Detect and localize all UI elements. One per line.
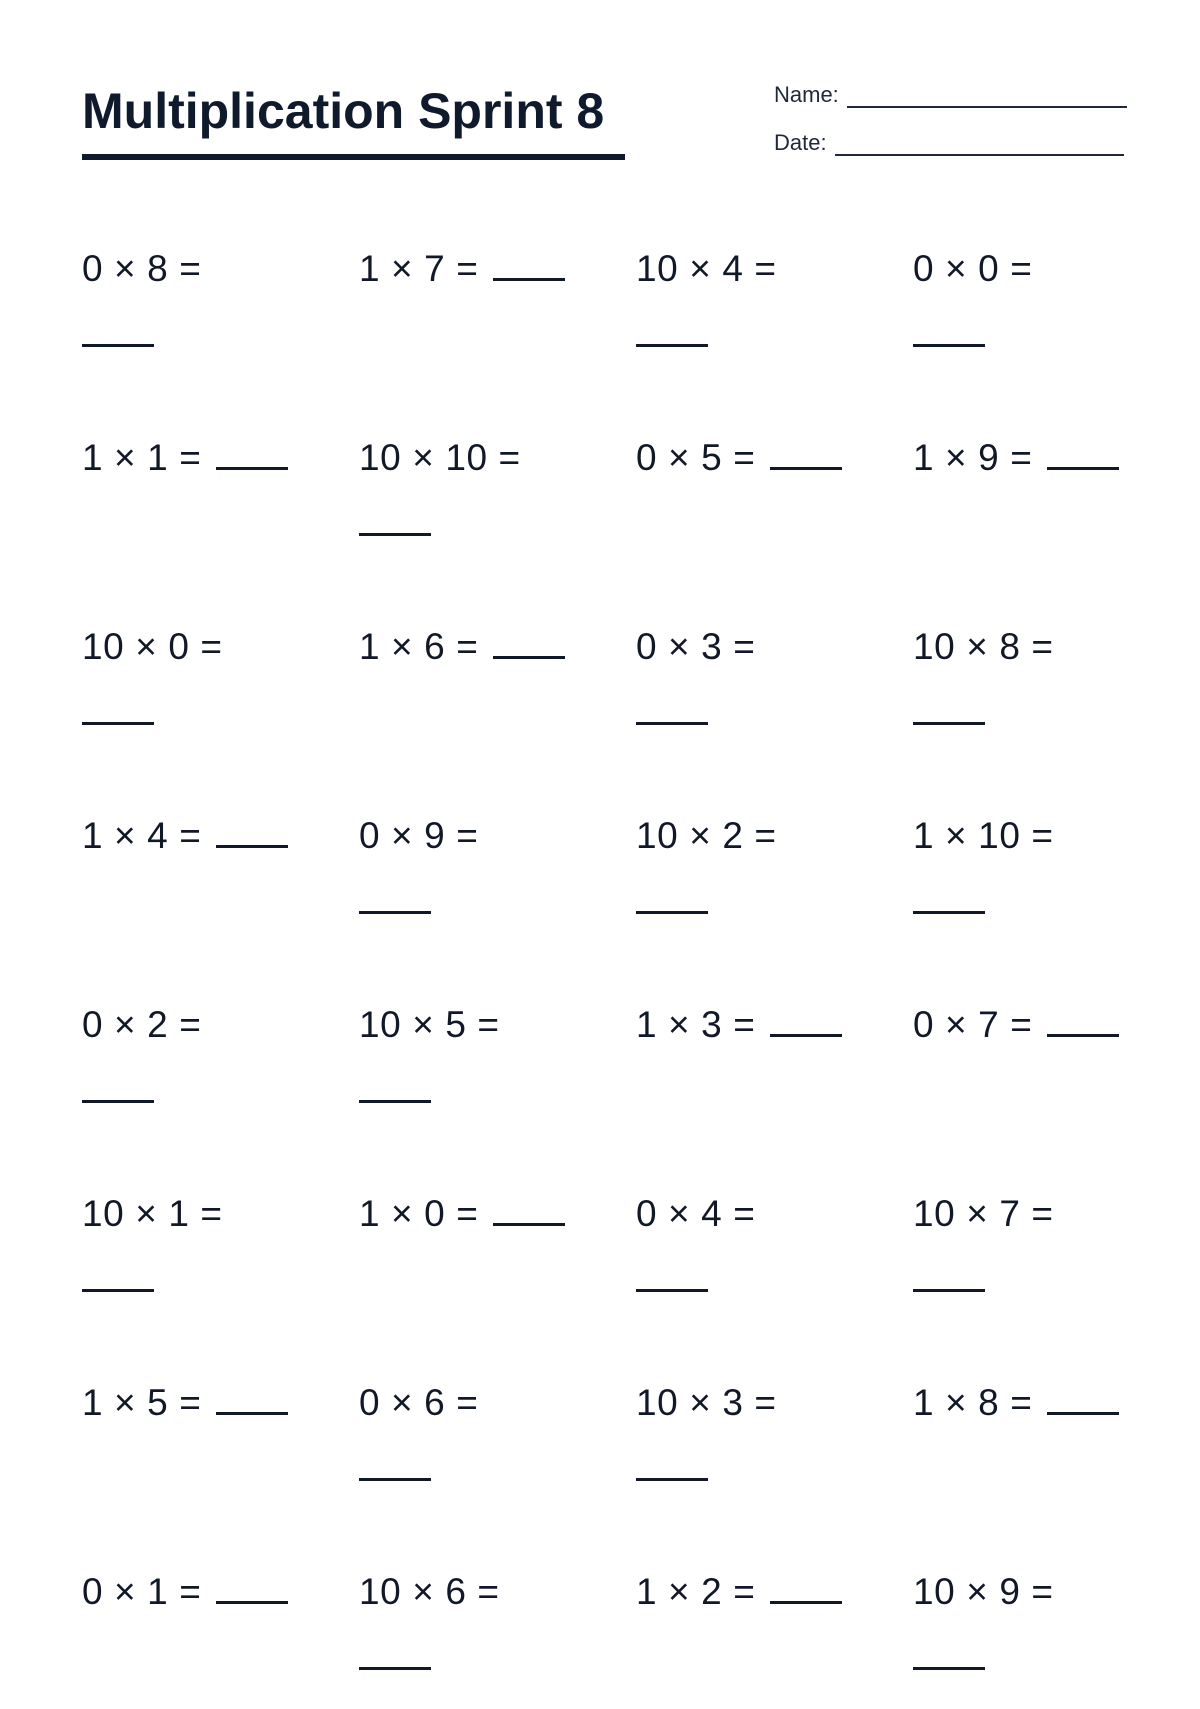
answer-blank[interactable] xyxy=(770,1006,842,1037)
answer-blank[interactable] xyxy=(770,1573,842,1604)
problem-expression: 1 × 10 = xyxy=(913,815,1054,856)
problem-item xyxy=(82,1370,347,1520)
problem-item xyxy=(359,614,624,764)
date-answer-line[interactable] xyxy=(835,134,1124,156)
problem-item xyxy=(913,1559,1178,1709)
problem-expression: 10 × 2 = xyxy=(636,815,777,856)
problem-item xyxy=(82,1181,347,1331)
problem-item xyxy=(82,992,347,1142)
problem-item xyxy=(913,992,1178,1142)
problem-item xyxy=(82,425,347,575)
problem-item xyxy=(913,425,1178,575)
problem-item xyxy=(636,1559,901,1709)
answer-blank[interactable] xyxy=(636,1261,708,1292)
problem-item xyxy=(636,992,901,1142)
answer-blank[interactable] xyxy=(359,883,431,914)
problem-expression: 0 × 8 = xyxy=(82,248,202,289)
problem-item xyxy=(636,614,901,764)
answer-blank[interactable] xyxy=(359,1450,431,1481)
problem-expression: 10 × 7 = xyxy=(913,1193,1054,1234)
problem-item xyxy=(913,803,1178,953)
problem-item xyxy=(359,425,624,575)
answer-blank[interactable] xyxy=(636,694,708,725)
problem-item xyxy=(913,1370,1178,1520)
problem-expression: 0 × 6 = xyxy=(359,1382,479,1423)
problem-expression: 0 × 5 = xyxy=(636,437,756,478)
problem-expression: 0 × 9 = xyxy=(359,815,479,856)
problem-item xyxy=(82,236,347,386)
title-underline xyxy=(82,154,625,160)
problem-expression: 10 × 10 = xyxy=(359,437,521,478)
answer-blank[interactable] xyxy=(1047,1384,1119,1415)
problem-expression: 1 × 6 = xyxy=(359,626,479,667)
problem-expression: 1 × 9 = xyxy=(913,437,1033,478)
problem-item xyxy=(636,236,901,386)
answer-blank[interactable] xyxy=(913,1261,985,1292)
problem-expression: 1 × 0 = xyxy=(359,1193,479,1234)
problem-item xyxy=(636,1370,901,1520)
problem-item xyxy=(359,236,624,386)
answer-blank[interactable] xyxy=(1047,1006,1119,1037)
answer-blank[interactable] xyxy=(636,316,708,347)
answer-blank[interactable] xyxy=(770,439,842,470)
problem-item xyxy=(359,1181,624,1331)
problem-expression: 1 × 7 = xyxy=(359,248,479,289)
problem-expression: 0 × 3 = xyxy=(636,626,756,667)
problem-item xyxy=(913,614,1178,764)
answer-blank[interactable] xyxy=(913,694,985,725)
problem-expression: 0 × 1 = xyxy=(82,1571,202,1612)
problem-item xyxy=(359,1370,624,1520)
answer-blank[interactable] xyxy=(913,883,985,914)
worksheet-title: Multiplication Sprint 8 xyxy=(82,83,605,139)
problem-expression: 10 × 3 = xyxy=(636,1382,777,1423)
problem-expression: 1 × 2 = xyxy=(636,1571,756,1612)
answer-blank[interactable] xyxy=(636,1450,708,1481)
answer-blank[interactable] xyxy=(216,439,288,470)
problem-expression: 10 × 5 = xyxy=(359,1004,500,1045)
problem-item xyxy=(359,803,624,953)
problem-expression: 1 × 8 = xyxy=(913,1382,1033,1423)
problem-item xyxy=(913,236,1178,386)
problem-item xyxy=(82,803,347,953)
answer-blank[interactable] xyxy=(1047,439,1119,470)
problem-expression: 1 × 3 = xyxy=(636,1004,756,1045)
answer-blank[interactable] xyxy=(913,1639,985,1670)
problem-expression: 10 × 4 = xyxy=(636,248,777,289)
answer-blank[interactable] xyxy=(359,1639,431,1670)
problem-expression: 0 × 2 = xyxy=(82,1004,202,1045)
answer-blank[interactable] xyxy=(82,1261,154,1292)
problem-expression: 1 × 4 = xyxy=(82,815,202,856)
problem-expression: 0 × 0 = xyxy=(913,248,1033,289)
problem-expression: 1 × 5 = xyxy=(82,1382,202,1423)
name-field[interactable] xyxy=(774,80,1127,108)
problem-item xyxy=(359,1559,624,1709)
answer-blank[interactable] xyxy=(493,628,565,659)
problem-item xyxy=(82,614,347,764)
answer-blank[interactable] xyxy=(913,316,985,347)
problem-item xyxy=(636,803,901,953)
answer-blank[interactable] xyxy=(82,694,154,725)
answer-blank[interactable] xyxy=(216,817,288,848)
problem-item xyxy=(913,1181,1178,1331)
problem-item xyxy=(359,992,624,1142)
problem-expression: 0 × 4 = xyxy=(636,1193,756,1234)
problem-item xyxy=(636,1181,901,1331)
answer-blank[interactable] xyxy=(359,1072,431,1103)
answer-blank[interactable] xyxy=(636,883,708,914)
problem-expression: 10 × 1 = xyxy=(82,1193,223,1234)
problem-expression: 0 × 7 = xyxy=(913,1004,1033,1045)
answer-blank[interactable] xyxy=(493,1195,565,1226)
date-field[interactable] xyxy=(774,128,1124,156)
answer-blank[interactable] xyxy=(216,1384,288,1415)
problem-item xyxy=(636,425,901,575)
problem-expression: 1 × 1 = xyxy=(82,437,202,478)
date-label: Date: xyxy=(774,130,827,155)
problem-expression: 10 × 0 = xyxy=(82,626,223,667)
answer-blank[interactable] xyxy=(359,505,431,536)
problem-expression: 10 × 6 = xyxy=(359,1571,500,1612)
name-label: Name: xyxy=(774,82,839,107)
answer-blank[interactable] xyxy=(493,250,565,281)
answer-blank[interactable] xyxy=(82,1072,154,1103)
answer-blank[interactable] xyxy=(216,1573,288,1604)
answer-blank[interactable] xyxy=(82,316,154,347)
problem-item xyxy=(82,1559,347,1709)
problem-expression: 10 × 8 = xyxy=(913,626,1054,667)
name-answer-line[interactable] xyxy=(847,86,1127,108)
problem-expression: 10 × 9 = xyxy=(913,1571,1054,1612)
problem-grid xyxy=(82,236,1182,1612)
